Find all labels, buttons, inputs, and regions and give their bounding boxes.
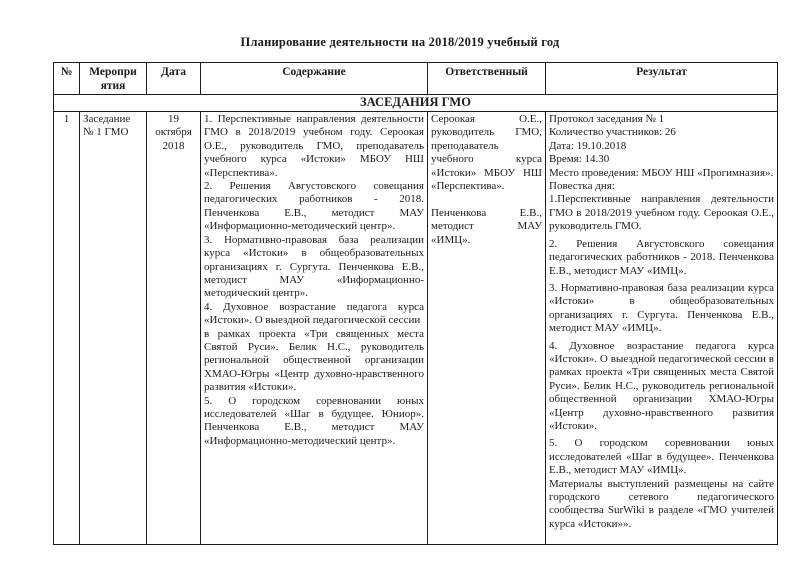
cell-result (546, 112, 778, 545)
paragraph: 3. Нормативно-правовая база реализации курса «Истоки» в общеобразовательных организациях г. Сургута. Пенченкова Е.В., методист МАУ «Информационно-методический центр». (204, 233, 424, 300)
paragraph (431, 193, 542, 206)
paragraph: 3. Нормативно-правовая база реализации курса «Истоки» в общеобразовательных организациях г. Сургута. Пенченкова Е.В., методист МАУ «ИМЦ». (549, 281, 774, 335)
header-date: Дата (147, 63, 201, 95)
paragraph: Протокол заседания № 1 (549, 113, 665, 126)
header-result: Результат (546, 63, 778, 95)
header-responsible: Ответственный (428, 63, 546, 95)
header-num: № (54, 63, 80, 95)
content-paragraph-list (204, 113, 424, 448)
page-title: Планирование деятельности на 2018/2019 учебный год (240, 35, 560, 49)
responsible-paragraph-list (431, 113, 542, 247)
paragraph: Время: 14.30 (549, 153, 610, 166)
result-info-lines (549, 113, 774, 193)
paragraph: Сероокая О.Е., руководитель ГМО, преподаватель учебного курса «Истоки» МБОУ НШ «Перспектива». (431, 113, 542, 193)
cell-event-name: Заседание № 1 ГМО (80, 112, 147, 545)
paragraph: 5. О городском соревновании юных исследователей «Шаг в будущее. Юниор». Пенченкова Е.В., методист МАУ «Информационно-методический центр». (204, 394, 424, 447)
paragraph: в рамках проекта «Три священных места Святой Руси». Белик Н.С., руководитель региональной общественной организации ХМАО-Югры «Центр духовно-нравственного развития «Истоки». (204, 327, 424, 394)
cell-content (201, 112, 428, 545)
paragraph: 4. Духовное возрастание педагога курса «Истоки». О выездной педагогической сессии (204, 300, 424, 327)
paragraph: 5. О городском соревновании юных исследователей «Шаг в будущее». Пенченкова Е.В., методист МАУ «ИМЦ». (549, 437, 774, 477)
planning-table (53, 62, 778, 545)
paragraph: 2. Решения Августовского совещания педагогических работников - 2018. Пенченкова Е.В., методист МАУ «ИМЦ». (549, 237, 774, 277)
section-title: ЗАСЕДАНИЯ ГМО (54, 95, 778, 112)
result-item-list (549, 193, 774, 477)
header-row (54, 63, 778, 95)
paragraph: Дата: 19.10.2018 (549, 139, 627, 152)
header-event: Меропри​ятия (80, 63, 147, 95)
table-row (54, 112, 778, 545)
cell-responsible (428, 112, 546, 545)
paragraph: Количество участников: 26 (549, 126, 676, 139)
paragraph: Материалы выступлений размещены на сайте городского сетевого педагогического сообщества SurWiki в разделе «ГМО учителей курса «Истоки»». (549, 477, 774, 530)
cell-date: 19 октября 2018 (147, 112, 201, 545)
section-row (54, 95, 778, 112)
paragraph: 1.Перспективные направления деятельности ГМО в 2018/2019 учебном году. Сероокая О.Е., руководитель ГМО. (549, 193, 774, 233)
paragraph: Повестка дня: (549, 180, 615, 193)
paragraph: Пенченкова Е.В., методист МАУ «ИМЦ». (431, 206, 542, 246)
paragraph: 4. Духовное возрастание педагога курса «Истоки». О выездной педагогической сессии в рамках проекта «Три священных места Святой Руси». Белик Н.С., руководитель региональной общественной организации ХМАО-Югры «Центр духовно-нравственного развития «Истоки». (549, 339, 774, 432)
result-tail-note (549, 478, 774, 532)
paragraph: 2. Решения Августовского совещания педагогических работников - 2018. Пенченкова Е.В., методист МАУ «Информационно-методический центр». (204, 180, 424, 233)
paragraph: 1. Перспективные направления деятельности ГМО в 2018/2019 учебном году. Сероокая О.Е., руководитель ГМО, преподаватель учебного курса «Истоки» МБОУ НШ «Перспектива». (204, 113, 424, 179)
paragraph: Место проведения: МБОУ НШ «Прогимназия». (549, 166, 774, 179)
header-content: Содержание (201, 63, 428, 95)
cell-row-number: 1 (54, 112, 80, 545)
